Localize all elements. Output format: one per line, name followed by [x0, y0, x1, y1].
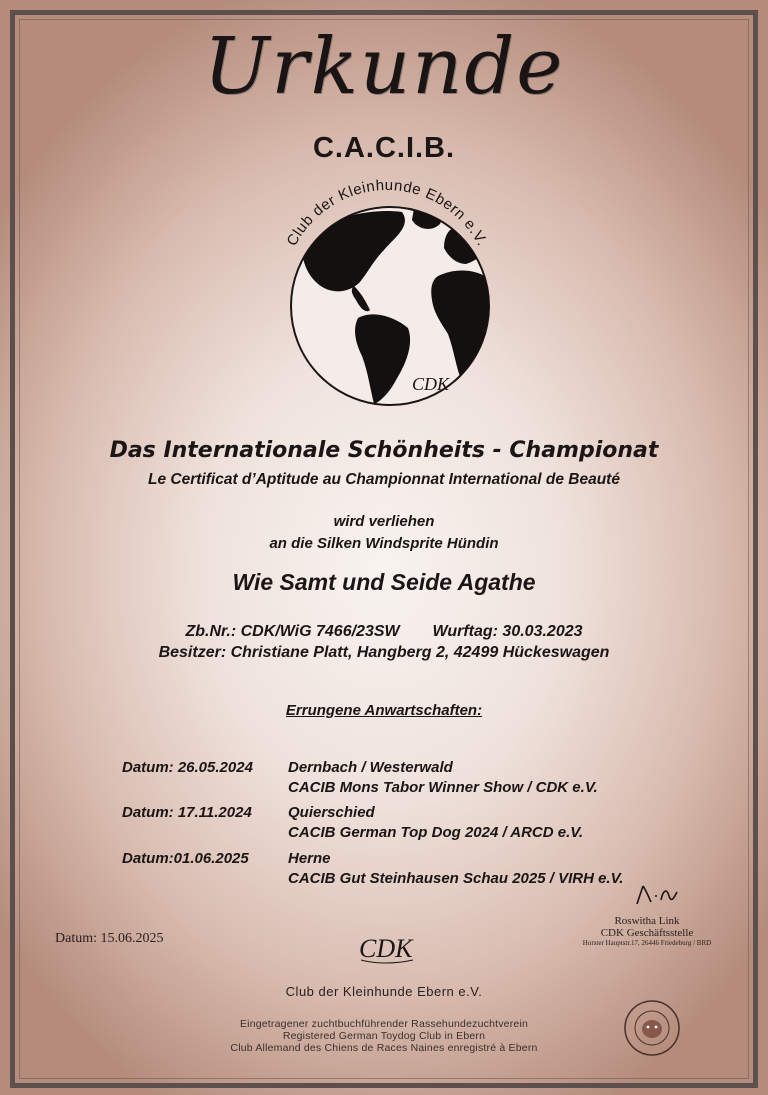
globe-emblem-icon — [262, 168, 512, 418]
championship-title: Das Internationale Schönheits - Championat — [109, 438, 659, 463]
qualification-date: Datum: 17.11.2024 — [122, 804, 252, 821]
qualification-show: CACIB German Top Dog 2024 / ARCD e.V. — [288, 824, 584, 841]
conferred-line-2: an die Silken Windsprite Hündin — [269, 535, 499, 552]
issue-date: Datum: 15.06.2025 — [55, 931, 164, 946]
qualification-place: Herne — [288, 850, 331, 867]
conferred-text — [0, 511, 768, 555]
cdk-logo — [355, 930, 419, 966]
qualification-place: Dernbach / Westerwald — [288, 759, 453, 776]
qualification-place: Quierschied — [288, 804, 375, 821]
club-emblem — [262, 168, 512, 418]
certificate-title: Urkunde — [203, 22, 565, 112]
championship-subtitle: Le Certificat d’Aptitude au Championnat International de Beauté — [148, 471, 620, 488]
dog-name: Wie Samt und Seide Agathe — [232, 569, 536, 595]
cdk-monogram-icon — [355, 930, 419, 966]
emblem-arc-text: Club der Kleinhunde Ebern e.V. — [283, 176, 491, 249]
signer-name: Roswitha Link — [614, 915, 680, 927]
signer-role: CDK Geschäftsstelle — [600, 927, 694, 939]
club-name-footer: Club der Kleinhunde Ebern e.V. — [285, 984, 483, 999]
birth-date: Wurftag: 30.03.2023 — [432, 623, 583, 640]
fine-print-line: Registered German Toydog Club in Ebern — [282, 1030, 486, 1042]
qualification-show: CACIB Mons Tabor Winner Show / CDK e.V. — [288, 779, 598, 796]
qualifications-heading: Errungene Anwartschaften: — [285, 702, 483, 719]
qualification-show: CACIB Gut Steinhausen Schau 2025 / VIRH e.V. — [288, 870, 624, 887]
dog-details — [0, 621, 768, 663]
owner-info: Besitzer: Christiane Platt, Hangberg 2, 42499 Hückeswagen — [158, 644, 610, 661]
qualification-date: Datum: 26.05.2024 — [122, 759, 253, 776]
club-stamp — [617, 998, 687, 1058]
cdk-monogram-text: CDK — [359, 934, 413, 963]
conferred-line-1: wird verliehen — [333, 513, 435, 530]
qualification-date: Datum:01.06.2025 — [122, 850, 249, 867]
signature-block — [572, 882, 722, 947]
signer-address: Horster Hauptstr.17, 26446 Friedeburg / BRD — [582, 939, 712, 947]
registration-number: Zb.Nr.: CDK/WiG 7466/23SW — [185, 623, 400, 640]
emblem-monogram: CDK — [412, 374, 450, 394]
certificate-subtitle: C.A.C.I.B. — [312, 132, 456, 164]
signature-scribble — [607, 882, 687, 908]
fine-print-line: Club Allemand des Chiens de Races Naines enregistré à Ebern — [230, 1042, 538, 1054]
fine-print-line: Eingetragener zuchtbuchführender Rassehundezuchtverein — [239, 1018, 529, 1030]
stamp-icon — [617, 998, 687, 1058]
